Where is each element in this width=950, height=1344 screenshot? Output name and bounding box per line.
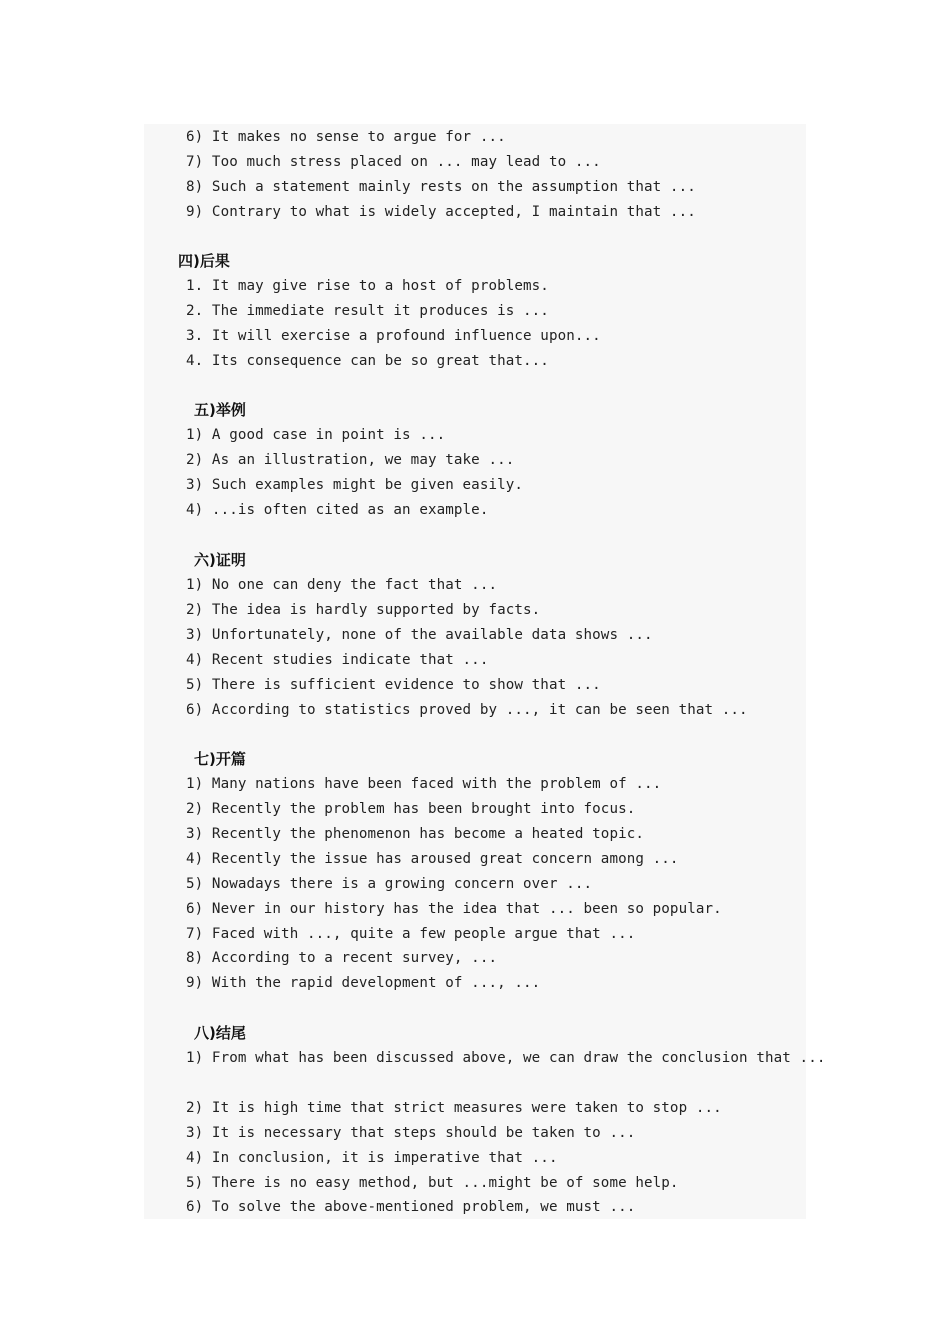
section-heading-consequence: 四)后果 (178, 252, 230, 270)
list-item: 4) In conclusion, it is imperative that ... (186, 1150, 558, 1166)
list-item: 8) Such a statement mainly rests on the assumption that ... (186, 179, 696, 195)
list-item: 6) Never in our history has the idea that ... been so popular. (186, 901, 722, 917)
list-item: 1) No one can deny the fact that ... (186, 577, 498, 593)
list-item: 6) To solve the above-mentioned problem, we must ... (186, 1199, 636, 1215)
list-item: 4) ...is often cited as an example. (186, 502, 489, 518)
list-item: 2. The immediate result it produces is ... (186, 303, 549, 319)
list-item: 1) From what has been discussed above, we can draw the conclusion that ... (186, 1050, 826, 1066)
list-item: 6) It makes no sense to argue for ... (186, 129, 506, 145)
list-item: 5) There is no easy method, but ...might be of some help. (186, 1175, 679, 1191)
list-item: 4) Recently the issue has aroused great concern among ... (186, 851, 679, 867)
list-item: 2) It is high time that strict measures were taken to stop ... (186, 1100, 722, 1116)
list-item: 4. Its consequence can be so great that... (186, 353, 549, 369)
section-heading-proof: 六)证明 (194, 551, 246, 569)
list-item: 6) According to statistics proved by ..., it can be seen that ... (186, 702, 748, 718)
list-item: 5) Nowadays there is a growing concern over ... (186, 876, 593, 892)
section-heading-opening: 七)开篇 (194, 750, 246, 768)
list-item: 1) A good case in point is ... (186, 427, 446, 443)
list-item: 1. It may give rise to a host of problems. (186, 278, 549, 294)
list-item: 4) Recent studies indicate that ... (186, 652, 489, 668)
list-item: 8) According to a recent survey, ... (186, 950, 498, 966)
list-item: 3) Unfortunately, none of the available data shows ... (186, 627, 653, 643)
list-item: 1) Many nations have been faced with the problem of ... (186, 776, 662, 792)
list-item: 3) Recently the phenomenon has become a heated topic. (186, 826, 645, 842)
list-item: 2) As an illustration, we may take ... (186, 452, 515, 468)
list-item: 3. It will exercise a profound influence upon... (186, 328, 601, 344)
list-item: 7) Too much stress placed on ... may lead to ... (186, 154, 601, 170)
list-item: 3) It is necessary that steps should be taken to ... (186, 1125, 636, 1141)
list-item: 3) Such examples might be given easily. (186, 477, 524, 493)
list-item: 2) Recently the problem has been brought into focus. (186, 801, 636, 817)
list-item: 9) Contrary to what is widely accepted, I maintain that ... (186, 204, 696, 220)
section-heading-ending: 八)结尾 (194, 1024, 246, 1042)
section-heading-examples: 五)举例 (194, 401, 246, 419)
list-item: 7) Faced with ..., quite a few people argue that ... (186, 926, 636, 942)
list-item: 5) There is sufficient evidence to show that ... (186, 677, 601, 693)
list-item: 9) With the rapid development of ..., ... (186, 975, 541, 991)
list-item: 2) The idea is hardly supported by facts. (186, 602, 541, 618)
